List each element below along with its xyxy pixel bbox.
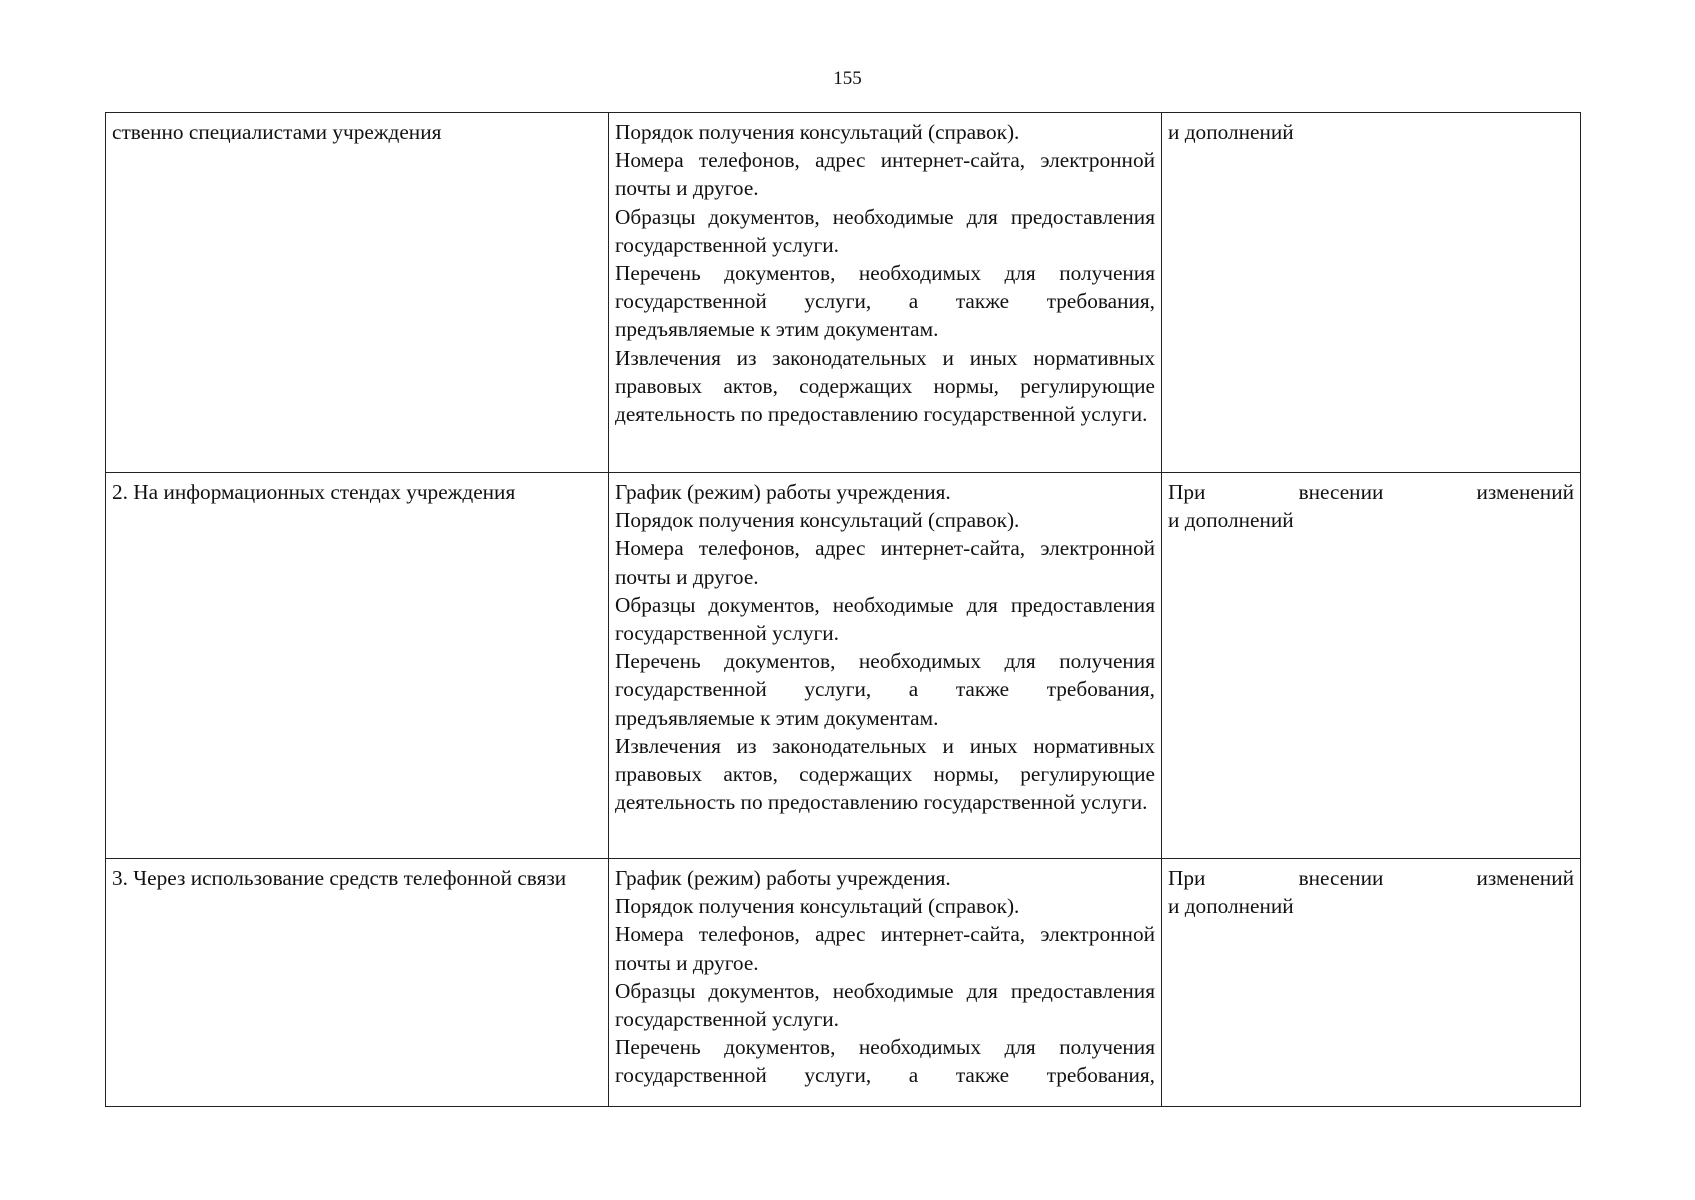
frequency-second: и дополнений	[1168, 120, 1294, 144]
table-row	[106, 473, 1581, 859]
content-line: Перечень документов, необходимых для получения государственной услуги, а также требования,	[615, 1035, 1155, 1088]
content-line: Образцы документов, необходимые для предоставления государственной услуги.	[615, 978, 1155, 1032]
content-line: Номера телефонов, адрес интернет-сайта, электронной почты и другое.	[615, 536, 1155, 589]
content-line: График (режим) работы учреждения.	[615, 866, 951, 890]
content-line: Порядок получения консультаций (справок).	[615, 894, 1020, 919]
table-row	[106, 113, 1581, 473]
content-line: Порядок получения консультаций (справок).	[615, 508, 1020, 533]
content-line: Номера телефонов, адрес интернет-сайта, электронной почты и другое.	[615, 922, 1155, 975]
content-line: Перечень документов, необходимых для получения государственной услуги, а также требования, предъявляемые к этим документам.	[615, 649, 1155, 730]
frequency-cell	[1162, 113, 1581, 473]
method-cell	[106, 859, 609, 1107]
page-number: 155	[833, 68, 862, 89]
content-cell	[609, 473, 1162, 859]
frequency-first: При внесении изменений	[1168, 480, 1574, 504]
content-cell	[609, 113, 1162, 473]
method-text: ственно специалистами учреждения	[112, 120, 442, 144]
content-line: Извлечения из законодательных и иных нормативных правовых актов, содержащих нормы, регулирующие деятельность по предоставлению государственной услуги.	[615, 733, 1155, 815]
content-line: Номера телефонов, адрес интернет-сайта, электронной почты и другое.	[615, 148, 1155, 201]
content-line: Перечень документов, необходимых для получения государственной услуги, а также требования, предъявляемые к этим документам.	[615, 261, 1155, 342]
method-text: 3. Через использование средств телефонной связи	[112, 866, 567, 890]
content-line: Извлечения из законодательных и иных нормативных правовых актов, содержащих нормы, регулирующие деятельность по предоставлению государственной услуги.	[615, 345, 1155, 427]
method-cell	[106, 113, 609, 473]
content-cell	[609, 859, 1162, 1107]
table-row	[106, 859, 1581, 1107]
frequency-cell	[1162, 473, 1581, 859]
method-text: 2. На информационных стендах учреждения	[112, 480, 516, 504]
content-line: Образцы документов, необходимые для предоставления государственной услуги.	[615, 204, 1155, 257]
content-line: Образцы документов, необходимые для предоставления государственной услуги.	[615, 592, 1155, 646]
frequency-cell	[1162, 859, 1581, 1107]
info-table	[105, 112, 1581, 1107]
frequency-second: и дополнений	[1168, 894, 1294, 919]
content-line: Порядок получения консультаций (справок).	[615, 120, 1020, 144]
frequency-second: и дополнений	[1168, 508, 1294, 533]
frequency-first: При внесении изменений	[1168, 866, 1574, 890]
content-line: График (режим) работы учреждения.	[615, 480, 951, 504]
method-cell	[106, 473, 609, 859]
